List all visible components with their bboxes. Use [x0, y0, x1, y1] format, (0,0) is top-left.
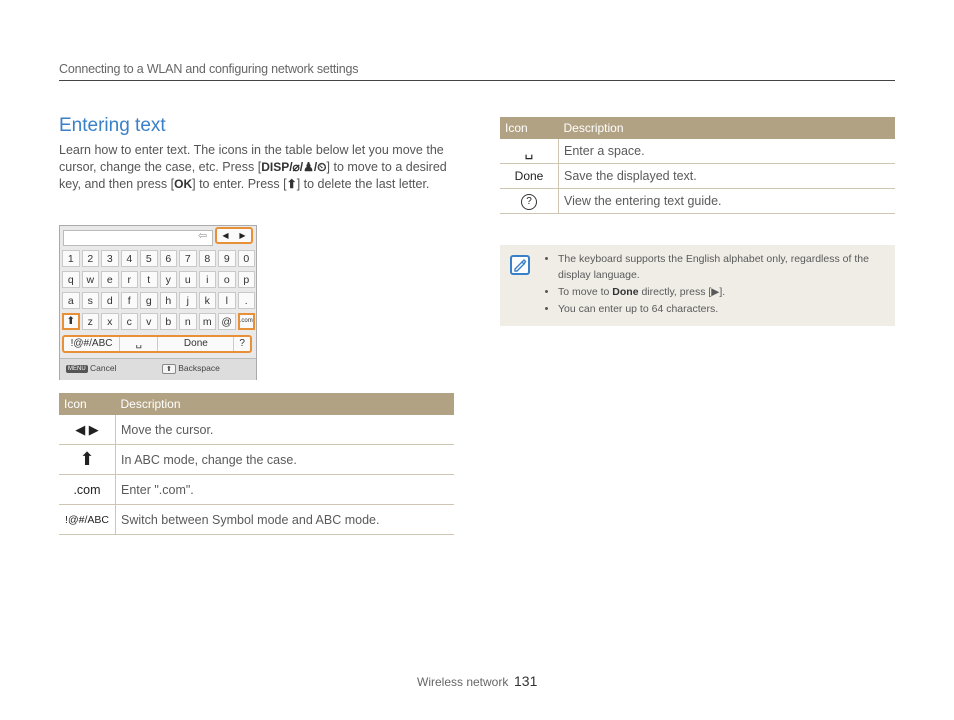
row-description: Move the cursor. — [116, 415, 455, 445]
keyboard-icons-table-1 — [59, 393, 454, 535]
intro-text-4: ] to delete the last letter. — [296, 177, 430, 191]
keyboard-key: s — [82, 292, 100, 309]
menu-button-icon: MENU — [68, 365, 86, 372]
keyboard-key: 6 — [160, 250, 178, 267]
cancel-label: Cancel — [90, 363, 117, 373]
row-description: Enter a space. — [559, 139, 896, 164]
keyboard-key: j — [179, 292, 197, 309]
table-row — [500, 189, 895, 214]
backspace-label: Backspace — [178, 363, 220, 373]
row-description: Save the displayed text. — [559, 164, 896, 189]
keyboard-key: 7 — [179, 250, 197, 267]
keyboard-key: h — [160, 292, 178, 309]
keyboard-key: b — [160, 313, 178, 330]
space-icon: ␣ — [500, 139, 559, 164]
dot-com-icon: .com — [59, 475, 116, 505]
column-header-icon: Icon — [59, 393, 116, 415]
keyboard-key: ⬆ — [62, 313, 80, 330]
column-header-description: Description — [559, 117, 896, 139]
note-text: To move to — [558, 286, 613, 298]
keyboard-key: . — [238, 292, 256, 309]
cursor-arrows-icon: ◀ ▶ — [59, 415, 116, 445]
keyboard-key: 0 — [238, 250, 256, 267]
keyboard-key: g — [140, 292, 158, 309]
keyboard-key: @ — [218, 313, 236, 330]
ok-button-icon: OK — [174, 177, 193, 191]
keyboard-key: 1 — [62, 250, 80, 267]
nav-buttons-icon: DISP/⌀/♟/⏲ — [261, 160, 327, 174]
keyboard-key: z — [82, 313, 100, 330]
text-entry-field — [63, 230, 213, 246]
note-item: • You can enter up to 64 characters. — [558, 301, 878, 317]
note-item — [558, 284, 878, 300]
intro-text-2: ] to move to a desired key, and then press [ — [59, 160, 447, 191]
column-header-icon: Icon — [500, 117, 559, 139]
table-row — [500, 139, 895, 164]
keyboard-key: x — [101, 313, 119, 330]
shift-arrow-icon: ⬆ — [59, 445, 116, 475]
keyboard-footer — [60, 358, 256, 380]
delete-button-icon: ⬆ — [286, 177, 297, 191]
keyboard-icons-table-2 — [500, 117, 895, 214]
keyboard-key: 9 — [218, 250, 236, 267]
keyboard-key: o — [218, 271, 236, 288]
keyboard-key: w — [82, 271, 100, 288]
keyboard-key: q — [62, 271, 80, 288]
note-pencil-icon — [510, 255, 530, 275]
keyboard-key: 2 — [82, 250, 100, 267]
row-description: Enter ".com". — [116, 475, 455, 505]
note-text: directly, press [▶]. — [638, 286, 726, 298]
keyboard-key: y — [160, 271, 178, 288]
symbol-mode-icon: !@#/ABC — [59, 505, 116, 535]
help-key: ? — [239, 338, 245, 349]
key-row-zxcv — [62, 313, 255, 330]
column-header-description: Description — [116, 393, 455, 415]
keyboard-key: l — [218, 292, 236, 309]
keyboard-key: p — [238, 271, 256, 288]
help-circle-icon: ? — [521, 194, 537, 210]
keyboard-key: c — [121, 313, 139, 330]
intro-text-1: Learn how to enter text. The icons in the table below let you move the cursor, change the case, etc. Press [ — [59, 143, 444, 174]
note-item: • The keyboard supports the English alphabet only, regardless of the display language. — [558, 251, 878, 283]
keyboard-screen — [59, 225, 257, 380]
trash-icon: ⬆ — [162, 364, 176, 374]
done-icon: Done — [500, 164, 559, 189]
note-list — [540, 251, 878, 318]
symbol-mode-key: !@#/ABC — [64, 337, 120, 351]
keyboard-key: v — [140, 313, 158, 330]
cursor-arrow-keys — [215, 227, 253, 244]
key-row-qwerty — [62, 271, 255, 288]
header-divider — [59, 80, 895, 81]
keyboard-key: .com — [238, 313, 256, 330]
page-number: 131 — [514, 673, 538, 689]
keyboard-key: f — [121, 292, 139, 309]
keyboard-key: m — [199, 313, 217, 330]
table-row — [59, 475, 454, 505]
right-arrow-icon: ▶ — [239, 231, 246, 240]
keyboard-key: d — [101, 292, 119, 309]
keyboard-key: 4 — [121, 250, 139, 267]
row-description: In ABC mode, change the case. — [116, 445, 455, 475]
key-row-numbers — [62, 250, 255, 267]
keyboard-key: u — [179, 271, 197, 288]
keyboard-key: 3 — [101, 250, 119, 267]
table-row — [59, 445, 454, 475]
intro-text-3: ] to enter. Press [ — [192, 177, 287, 191]
table-row — [500, 164, 895, 189]
backspace-arrow-icon: ⇦ — [198, 230, 208, 242]
section-header: Connecting to a WLAN and configuring network settings — [59, 62, 359, 76]
help-icon — [500, 189, 559, 214]
keyboard-key: i — [199, 271, 217, 288]
keyboard-function-row — [62, 335, 252, 353]
keyboard-key: e — [101, 271, 119, 288]
page-title: Entering text — [59, 115, 166, 136]
row-description: Switch between Symbol mode and ABC mode. — [116, 505, 455, 535]
table-row — [59, 505, 454, 535]
keyboard-key: k — [199, 292, 217, 309]
keyboard-key: 8 — [199, 250, 217, 267]
key-row-asdf — [62, 292, 255, 309]
keyboard-key: r — [121, 271, 139, 288]
done-bold-text: Done — [612, 286, 639, 298]
left-arrow-icon: ◀ — [222, 231, 229, 240]
space-key: ␣ — [120, 337, 158, 351]
note-box — [500, 245, 895, 326]
keyboard-key: a — [62, 292, 80, 309]
intro-paragraph — [59, 142, 455, 193]
keyboard-key: n — [179, 313, 197, 330]
footer-section-label: Wireless network — [417, 675, 509, 689]
row-description: View the entering text guide. — [559, 189, 896, 214]
table-row — [59, 415, 454, 445]
keyboard-key: t — [140, 271, 158, 288]
keyboard-key: 5 — [140, 250, 158, 267]
done-key: Done — [158, 337, 234, 351]
